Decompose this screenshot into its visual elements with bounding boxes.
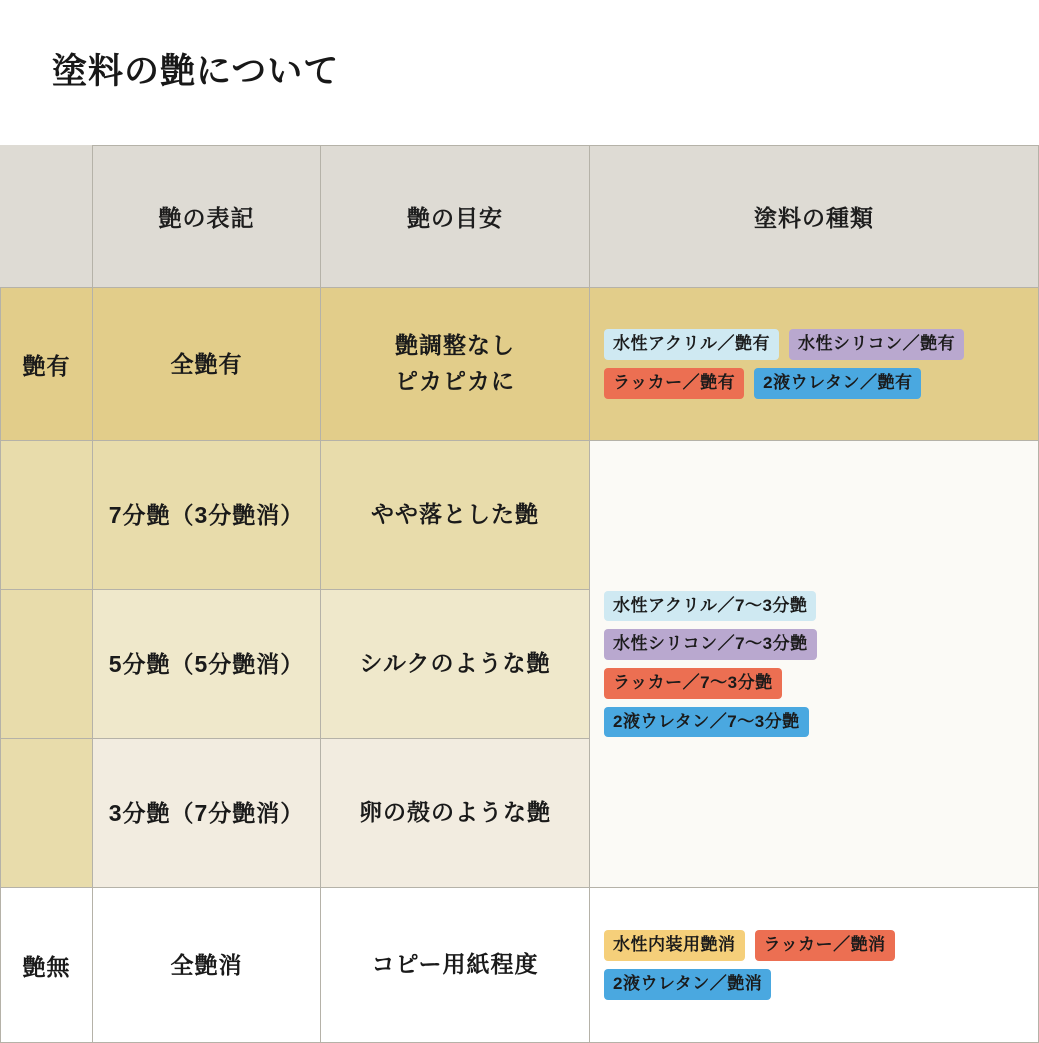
paint-tag: 水性シリコン／艶有 xyxy=(789,329,964,360)
table-header xyxy=(1,146,1039,288)
paint-tag: 水性シリコン／7〜3分艶 xyxy=(604,629,817,660)
paint-tag: ラッカー／艶消 xyxy=(755,930,895,961)
row-paint-types xyxy=(590,441,1039,888)
table-row xyxy=(1,441,1039,590)
row-notation: 3分艶（7分艶消） xyxy=(93,739,321,888)
gloss-table-wrapper xyxy=(0,145,1039,1043)
row-guide xyxy=(321,441,590,590)
table-row xyxy=(1,288,1039,441)
row-guide-line: コピー用紙程度 xyxy=(371,951,539,978)
header-cell-paint-type: 塗料の種類 xyxy=(590,146,1039,288)
row-group-label xyxy=(1,590,93,739)
row-group-label xyxy=(1,441,93,590)
row-group-label: 艶有 xyxy=(1,288,93,441)
paint-tag: ラッカー／艶有 xyxy=(604,368,744,399)
table-row xyxy=(1,888,1039,1043)
row-guide-line: シルクのような艶 xyxy=(359,650,551,677)
row-group-label xyxy=(1,739,93,888)
paint-tag: 水性アクリル／7〜3分艶 xyxy=(604,591,816,622)
paint-tag: 水性アクリル／艶有 xyxy=(604,329,779,360)
row-group-label: 艶無 xyxy=(1,888,93,1043)
paint-tag: 2液ウレタン／艶有 xyxy=(754,368,921,399)
row-guide-line: やや落とした艶 xyxy=(371,501,539,528)
row-notation: 全艶消 xyxy=(93,888,321,1043)
paint-tag: 2液ウレタン／艶消 xyxy=(604,969,771,1000)
header-cell-blank xyxy=(1,146,93,288)
row-notation: 全艶有 xyxy=(93,288,321,441)
paint-tag: ラッカー／7〜3分艶 xyxy=(604,668,782,699)
header-cell-guide: 艶の目安 xyxy=(321,146,590,288)
row-guide-line: ピカピカに xyxy=(395,368,515,394)
tag-list xyxy=(590,591,1038,737)
tag-list xyxy=(590,329,1038,398)
row-guide-line: 艶調整なし xyxy=(395,332,515,359)
row-guide xyxy=(321,288,590,441)
table-header-row xyxy=(1,146,1039,288)
page-title: 塗料の艶について xyxy=(52,52,340,91)
paint-tag: 2液ウレタン／7〜3分艶 xyxy=(604,707,809,738)
table-body xyxy=(1,288,1039,1043)
header-cell-notation: 艶の表記 xyxy=(93,146,321,288)
row-notation: 5分艶（5分艶消） xyxy=(93,590,321,739)
row-notation: 7分艶（3分艶消） xyxy=(93,441,321,590)
row-paint-types xyxy=(590,288,1039,441)
tag-list xyxy=(590,930,1038,999)
row-guide-line: 卵の殻のような艶 xyxy=(359,799,551,826)
row-guide xyxy=(321,739,590,888)
row-guide xyxy=(321,590,590,739)
gloss-table xyxy=(0,145,1039,1043)
row-paint-types xyxy=(590,888,1039,1043)
paint-tag: 水性内装用艶消 xyxy=(604,930,745,961)
row-guide xyxy=(321,888,590,1043)
